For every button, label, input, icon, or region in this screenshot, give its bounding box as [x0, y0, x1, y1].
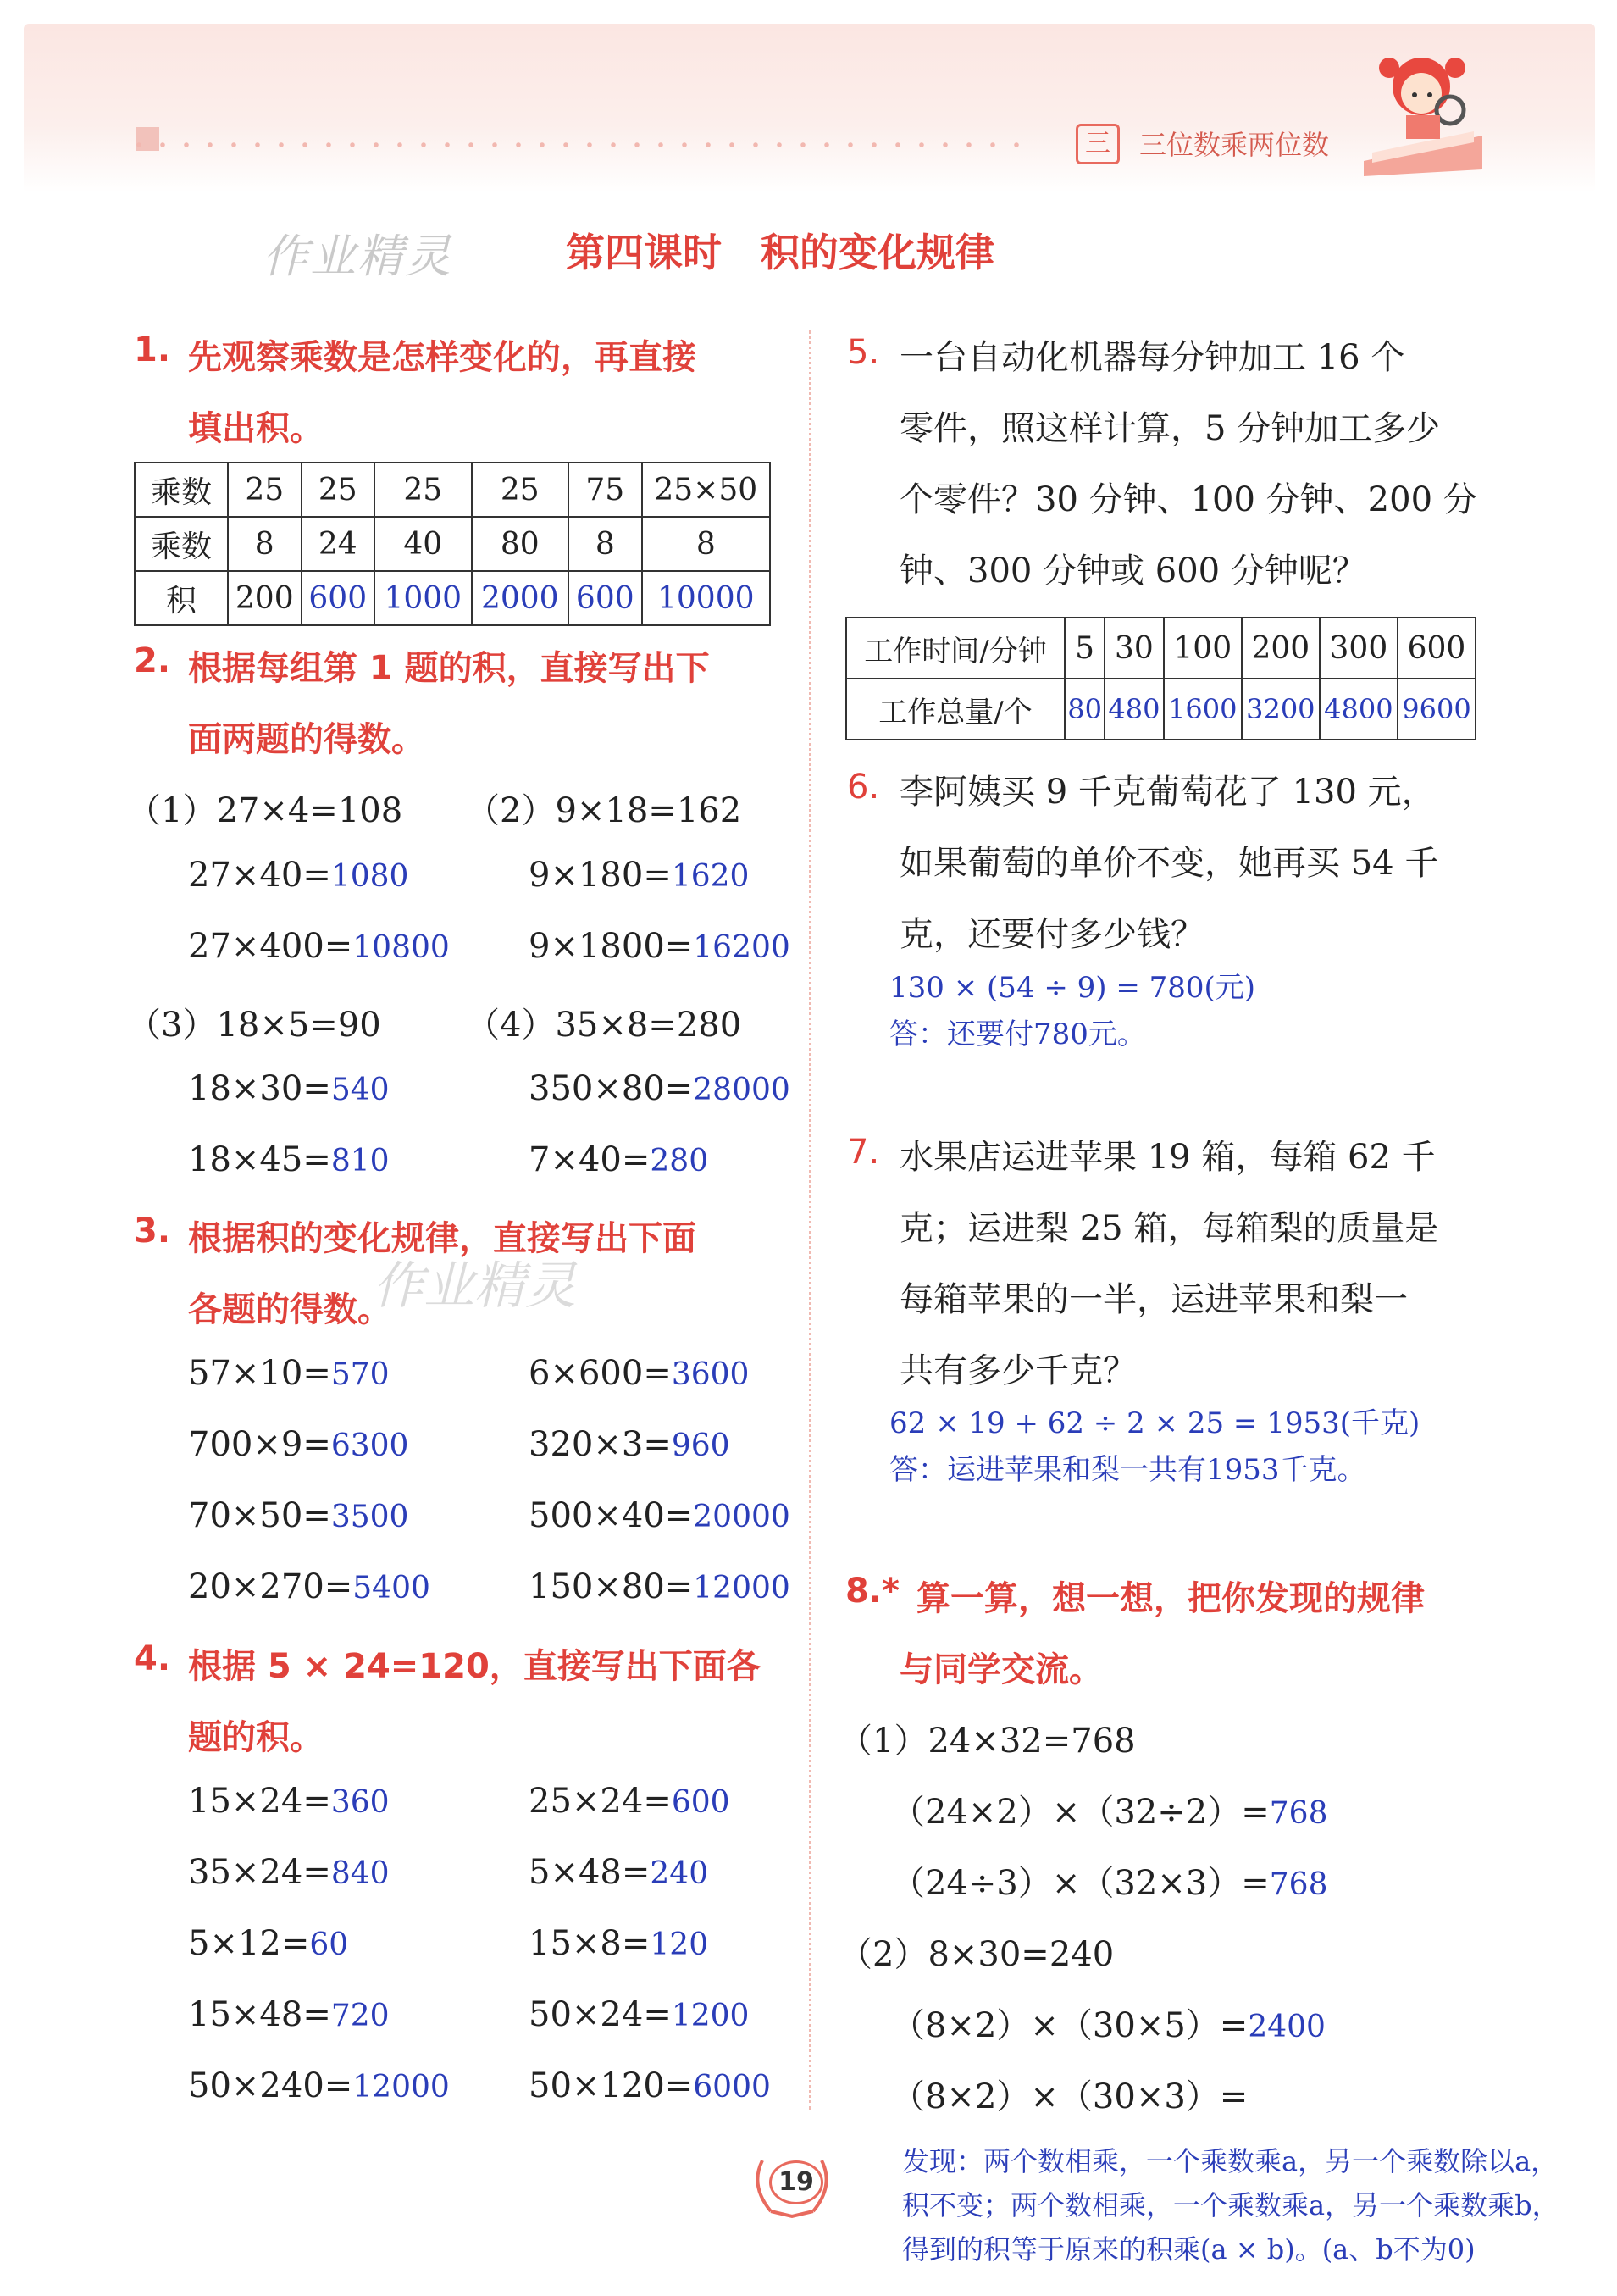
- q8-answer: 768: [1269, 1867, 1328, 1902]
- q2-answer: 280: [650, 1144, 709, 1179]
- q2-answer: 810: [330, 1144, 390, 1179]
- q4-expr: 25×24=: [529, 1782, 672, 1821]
- q2-group2-head: （2）9×18=162: [466, 791, 742, 830]
- q4-expr: 50×240=: [188, 2066, 353, 2105]
- q7-answer: 答：运进苹果和梨一共有1953千克。: [889, 1453, 1366, 1487]
- q5-answer-cell: 80: [1065, 679, 1105, 740]
- q8-part2-head: （2）8×30=240: [839, 1935, 1115, 1974]
- q2-group1-head: （1）27×4=108: [127, 791, 403, 830]
- q1-cell: 200: [228, 571, 302, 625]
- q2-answer: 540: [330, 1073, 390, 1107]
- q4-expr: 15×8=: [529, 1924, 651, 1963]
- q3-number: 3.: [134, 1212, 171, 1251]
- q2-item: [188, 1140, 390, 1179]
- q5-row2: [846, 679, 1476, 740]
- q4-expr: 50×24=: [529, 1995, 672, 2034]
- q5-cell: 5: [1065, 618, 1105, 679]
- q4-answer: 240: [650, 1856, 709, 1891]
- q8-item: [891, 1999, 1326, 2047]
- q5-cell: 300: [1320, 618, 1398, 679]
- q8-item: [891, 2070, 1248, 2118]
- q1-number: 1.: [134, 330, 171, 369]
- q1-cell: 8: [642, 517, 770, 571]
- q2-text-line1: 根据每组第 1 题的积，直接写出下: [188, 649, 710, 688]
- q2-answer: 1620: [671, 859, 750, 894]
- lesson-title: 第四课时 积的变化规律: [566, 230, 994, 275]
- column-divider: [809, 330, 811, 2110]
- q8-expr: （24×2）×（32÷2）=: [891, 1793, 1270, 1832]
- q2-expr: 9×1800=: [529, 927, 694, 966]
- q2-expr: 18×45=: [188, 1140, 331, 1179]
- q2-text-line2: 面两题的得数。: [188, 720, 425, 759]
- q3-text-line2: 各题的得数。: [188, 1290, 391, 1329]
- q4-answer: 120: [650, 1927, 709, 1962]
- q2-answer: 10800: [352, 930, 450, 965]
- q5-cell: 200: [1242, 618, 1320, 679]
- q4-number: 4.: [134, 1639, 171, 1678]
- q4-expr: 15×48=: [188, 1995, 331, 2034]
- q1-cell: 8: [228, 517, 302, 571]
- q1-cell: 25: [302, 463, 375, 517]
- q3-expr: 6×600=: [529, 1354, 672, 1393]
- q5-answer-cell: 1600: [1164, 679, 1242, 740]
- q2-expr: 18×30=: [188, 1069, 331, 1108]
- q5-line: 一台自动化机器每分钟加工 16 个: [900, 338, 1405, 377]
- q2-expr: 27×40=: [188, 856, 331, 895]
- q4-text-line2: 题的积。: [188, 1718, 324, 1757]
- q5-table: [845, 617, 1476, 740]
- q7-line: 水果店运进苹果 19 箱，每箱 62 千: [900, 1138, 1436, 1177]
- q6-answer: 答：还要付780元。: [889, 1018, 1146, 1051]
- q7-formula: 62 × 19 + 62 ÷ 2 × 25 = 1953(千克): [889, 1406, 1420, 1440]
- q5-row1-label: 工作时间/分钟: [846, 618, 1065, 679]
- q6-line: 李阿姨买 9 千克葡萄花了 130 元，: [900, 773, 1436, 812]
- q1-answer-cell: 2000: [472, 571, 569, 625]
- q5-cell: 100: [1164, 618, 1242, 679]
- q1-cell: 8: [568, 517, 642, 571]
- q8-finding-line: 积不变；两个数相乘，一个乘数乘a，另一个乘数乘b，: [902, 2189, 1559, 2221]
- q3-expr: 57×10=: [188, 1354, 331, 1393]
- q4-answer: 6000: [693, 2070, 771, 2105]
- q3-item: [529, 1425, 730, 1464]
- q1-row1: [135, 463, 770, 517]
- q8-answer: 2400: [1248, 2010, 1326, 2044]
- q3-item: [188, 1425, 408, 1464]
- q8-answer: 768: [1269, 1796, 1328, 1831]
- q1-cell: 75: [568, 463, 642, 517]
- girl-reading-icon: [1355, 34, 1491, 178]
- q4-answer: 720: [330, 1999, 390, 2033]
- q7-line: 克；运进梨 25 箱，每箱梨的质量是: [900, 1209, 1439, 1248]
- q2-item: [188, 927, 450, 966]
- q4-item: [188, 1924, 348, 1963]
- q1-row3-label: 积: [135, 571, 228, 625]
- q5-answer-cell: 9600: [1398, 679, 1476, 740]
- q2-item: [529, 927, 790, 966]
- q1-row2: [135, 517, 770, 571]
- q4-item: [188, 1995, 390, 2034]
- q8-item: [891, 1856, 1327, 1905]
- q2-item: [529, 856, 749, 895]
- q5-cell: 600: [1398, 618, 1476, 679]
- q5-line: 零件，照这样计算，5 分钟加工多少: [900, 409, 1441, 448]
- q5-row1: [846, 618, 1476, 679]
- page-number: 19: [769, 2160, 823, 2204]
- q5-line: 个零件？30 分钟、100 分钟、200 分: [900, 480, 1477, 519]
- q1-table: [134, 462, 771, 626]
- q3-answer: 3600: [671, 1357, 750, 1392]
- q4-answer: 840: [330, 1856, 390, 1891]
- q1-text-line2: 填出积。: [188, 409, 324, 448]
- q1-answer-cell: 1000: [374, 571, 472, 625]
- q1-answer-cell: 10000: [642, 571, 770, 625]
- q8-part1-head: （1）24×32=768: [839, 1722, 1136, 1761]
- q2-answer: 28000: [693, 1073, 790, 1107]
- q4-expr: 5×12=: [188, 1924, 310, 1963]
- q4-item: [188, 1853, 390, 1892]
- q6-line: 如果葡萄的单价不变，她再买 54 千: [900, 844, 1439, 883]
- q3-item: [529, 1567, 790, 1606]
- q8-expr: （24÷3）×（32×3）=: [891, 1864, 1270, 1903]
- q1-row3: [135, 571, 770, 625]
- q6-formula: 130 × (54 ÷ 9) = 780(元): [889, 971, 1256, 1005]
- q4-answer: 12000: [352, 2070, 450, 2105]
- q1-row2-label: 乘数: [135, 517, 228, 571]
- q4-expr: 50×120=: [529, 2066, 694, 2105]
- q8-finding-line: 得到的积等于原来的积乘(a × b)。(a、b不为0): [902, 2233, 1476, 2265]
- q3-expr: 150×80=: [529, 1567, 694, 1606]
- q2-item: [188, 1069, 390, 1108]
- q2-group3-head: （3）18×5=90: [127, 1006, 381, 1045]
- q5-answer-cell: 480: [1105, 679, 1164, 740]
- unit-marker: 三: [1076, 124, 1120, 164]
- q4-expr: 15×24=: [188, 1782, 331, 1821]
- q2-expr: 9×180=: [529, 856, 672, 895]
- q4-item: [188, 1782, 390, 1821]
- q3-item: [188, 1496, 408, 1535]
- q8-expr: （8×2）×（30×3）=: [891, 2077, 1249, 2116]
- q6-line: 克，还要付多少钱？: [900, 915, 1204, 954]
- q3-item: [529, 1354, 749, 1393]
- q1-cell: 25×50: [642, 463, 770, 517]
- q2-expr: 350×80=: [529, 1069, 694, 1108]
- q1-cell: 25: [472, 463, 569, 517]
- q1-cell: 25: [228, 463, 302, 517]
- q5-row2-label: 工作总量/个: [846, 679, 1065, 740]
- q4-item: [529, 2066, 771, 2105]
- q2-answer: 1080: [330, 859, 409, 894]
- q1-cell: 25: [374, 463, 472, 517]
- q2-item: [529, 1069, 790, 1108]
- q3-item: [188, 1354, 390, 1393]
- q4-item: [529, 1782, 730, 1821]
- q1-answer-cell: 600: [568, 571, 642, 625]
- q3-text-line1: 根据积的变化规律，直接写出下面: [188, 1219, 696, 1258]
- header-dots-decoration: [127, 142, 1033, 147]
- q4-item: [188, 2066, 450, 2105]
- q7-line: 每箱苹果的一半，运进苹果和梨一: [900, 1280, 1408, 1319]
- q3-item: [188, 1567, 430, 1606]
- q3-expr: 320×3=: [529, 1425, 672, 1464]
- q3-answer: 570: [330, 1357, 390, 1392]
- q5-number: 5.: [847, 333, 880, 372]
- q3-answer: 5400: [352, 1571, 430, 1606]
- q5-cell: 30: [1105, 618, 1164, 679]
- q2-item: [188, 856, 408, 895]
- q8-text-line1: 算一算，想一想，把你发现的规律: [916, 1579, 1425, 1618]
- q2-number: 2.: [134, 641, 171, 680]
- q3-answer: 6300: [330, 1428, 409, 1463]
- q6-number: 6.: [847, 768, 880, 807]
- q1-text-line1: 先观察乘数是怎样变化的，再直接: [188, 338, 696, 377]
- q3-expr: 700×9=: [188, 1425, 331, 1464]
- q4-item: [529, 1995, 749, 2034]
- q4-item: [529, 1924, 708, 1963]
- q8-number: 8.*: [845, 1572, 900, 1611]
- q2-expr: 27×400=: [188, 927, 353, 966]
- q3-expr: 70×50=: [188, 1496, 331, 1535]
- q4-expr: 35×24=: [188, 1853, 331, 1892]
- q8-item: [891, 1785, 1327, 1833]
- q5-line: 钟、300 分钟或 600 分钟呢？: [900, 552, 1366, 591]
- q4-answer: 360: [330, 1785, 390, 1820]
- q7-line: 共有多少千克？: [900, 1351, 1137, 1390]
- q3-answer: 3500: [330, 1500, 409, 1534]
- q1-cell: 24: [302, 517, 375, 571]
- q2-expr: 7×40=: [529, 1140, 651, 1179]
- q2-item: [529, 1140, 708, 1179]
- q8-expr: （8×2）×（30×5）=: [891, 2006, 1249, 2045]
- q3-expr: 20×270=: [188, 1567, 353, 1606]
- q4-text-line1: 根据 5 × 24=120，直接写出下面各: [188, 1647, 761, 1686]
- q1-row1-label: 乘数: [135, 463, 228, 517]
- q4-expr: 5×48=: [529, 1853, 651, 1892]
- q2-group4-head: （4）35×8=280: [466, 1006, 742, 1045]
- q8-finding-line: 发现：两个数相乘，一个乘数乘a，另一个乘数除以a，: [902, 2145, 1559, 2177]
- q3-answer: 12000: [693, 1571, 790, 1606]
- watermark: 作业精灵: [373, 1256, 576, 1316]
- q4-answer: 1200: [671, 1999, 750, 2033]
- q8-text-line2: 与同学交流。: [900, 1650, 1103, 1689]
- q1-answer-cell: 600: [302, 571, 375, 625]
- q5-answer-cell: 3200: [1242, 679, 1320, 740]
- unit-title: 三位数乘两位数: [1139, 129, 1330, 161]
- q3-answer: 20000: [693, 1500, 790, 1534]
- q4-answer: 600: [671, 1785, 730, 1820]
- q1-cell: 40: [374, 517, 472, 571]
- brand-logo: 作业精灵: [263, 230, 452, 283]
- q3-expr: 500×40=: [529, 1496, 694, 1535]
- q3-item: [529, 1496, 790, 1535]
- q1-cell: 80: [472, 517, 569, 571]
- q2-answer: 16200: [693, 930, 790, 965]
- q5-answer-cell: 4800: [1320, 679, 1398, 740]
- q7-number: 7.: [847, 1133, 880, 1172]
- q4-item: [529, 1853, 708, 1892]
- q3-answer: 960: [671, 1428, 730, 1463]
- q4-answer: 60: [309, 1927, 349, 1962]
